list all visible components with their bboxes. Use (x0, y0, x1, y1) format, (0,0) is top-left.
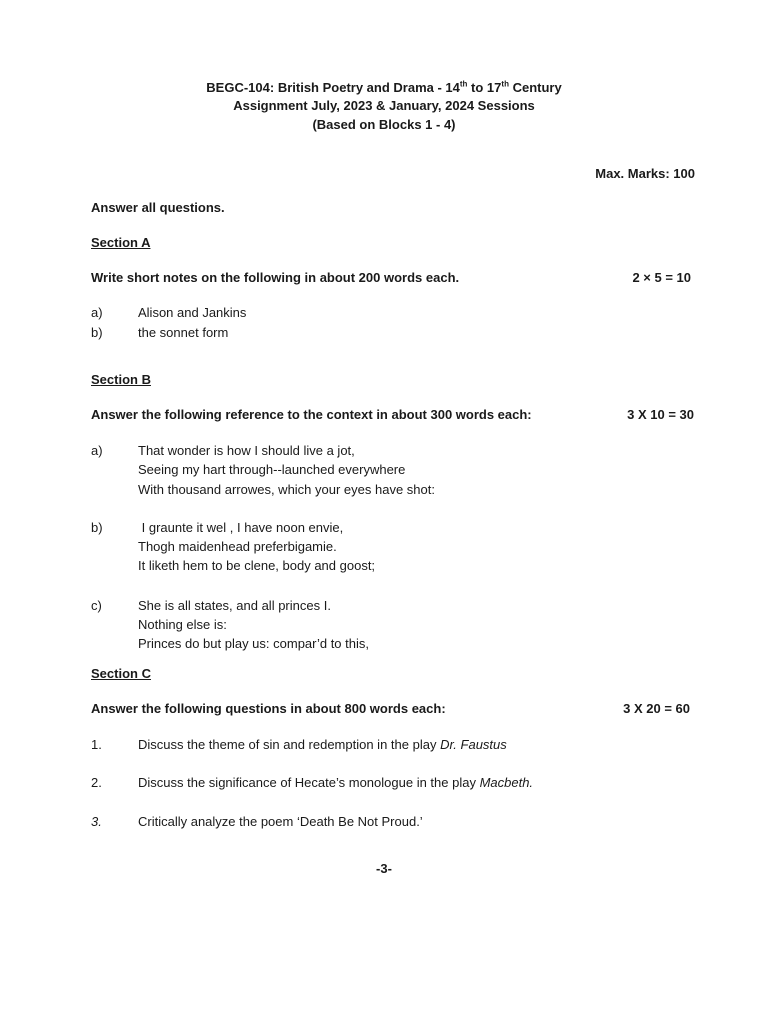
question-text: Critically analyze the poem ‘Death Be Not Proud.’ (138, 814, 423, 829)
section-c-instruction: Answer the following questions in about 800 words each: (91, 701, 446, 716)
question-text: Discuss the theme of sin and redemption in the play Dr. Faustus (138, 737, 507, 752)
document-title: BEGC-104: British Poetry and Drama - 14th to 17th Century (206, 79, 562, 95)
quote-line: It liketh hem to be clene, body and goost; (138, 558, 376, 573)
section-c-marks: 3 X 20 = 60 (623, 701, 690, 716)
section-b-marks: 3 X 10 = 30 (627, 407, 694, 422)
quote-line: With thousand arrowes, which your eyes have shot: (138, 482, 435, 497)
section-a-marks: 2 × 5 = 10 (632, 270, 691, 285)
quote-line: Seeing my hart through--launched everywhere (138, 462, 406, 477)
list-item-label: a) (91, 305, 103, 320)
section-a-heading: Section A (91, 235, 151, 250)
page-number: -3- (376, 861, 392, 876)
quote-label: c) (91, 598, 102, 613)
section-b-instruction: Answer the following reference to the context in about 300 words each: (91, 407, 532, 422)
quote-line: Princes do but play us: compar’d to this, (138, 636, 369, 651)
quote-label: b) (91, 520, 103, 535)
blocks-note: (Based on Blocks 1 - 4) (312, 117, 456, 132)
quote-line: Thogh maidenhead preferbigamie. (138, 539, 337, 554)
quote-line: Nothing else is: (138, 617, 227, 632)
quote-label: a) (91, 443, 103, 458)
section-a-instruction: Write short notes on the following in about 200 words each. (91, 270, 460, 285)
play-title: Macbeth. (479, 775, 534, 790)
list-item-label: b) (91, 325, 103, 340)
assignment-sessions: Assignment July, 2023 & January, 2024 Sessions (233, 98, 535, 113)
question-number: 2. (91, 775, 102, 790)
play-title: Dr. Faustus (440, 737, 507, 752)
section-c-heading: Section C (91, 666, 151, 681)
question-number: 3. (91, 814, 102, 829)
list-item-text: Alison and Jankins (138, 305, 247, 320)
quote-line: That wonder is how I should live a jot, (138, 443, 355, 458)
section-b-heading: Section B (91, 372, 151, 387)
question-number: 1. (91, 737, 102, 752)
general-instruction: Answer all questions. (91, 200, 225, 215)
quote-line: She is all states, and all princes I. (138, 598, 331, 613)
quote-line: I graunte it wel , I have noon envie, (138, 520, 344, 535)
question-text: Discuss the significance of Hecate’s monologue in the play Macbeth. (138, 775, 534, 790)
max-marks: Max. Marks: 100 (595, 166, 695, 181)
list-item-text: the sonnet form (138, 325, 229, 340)
